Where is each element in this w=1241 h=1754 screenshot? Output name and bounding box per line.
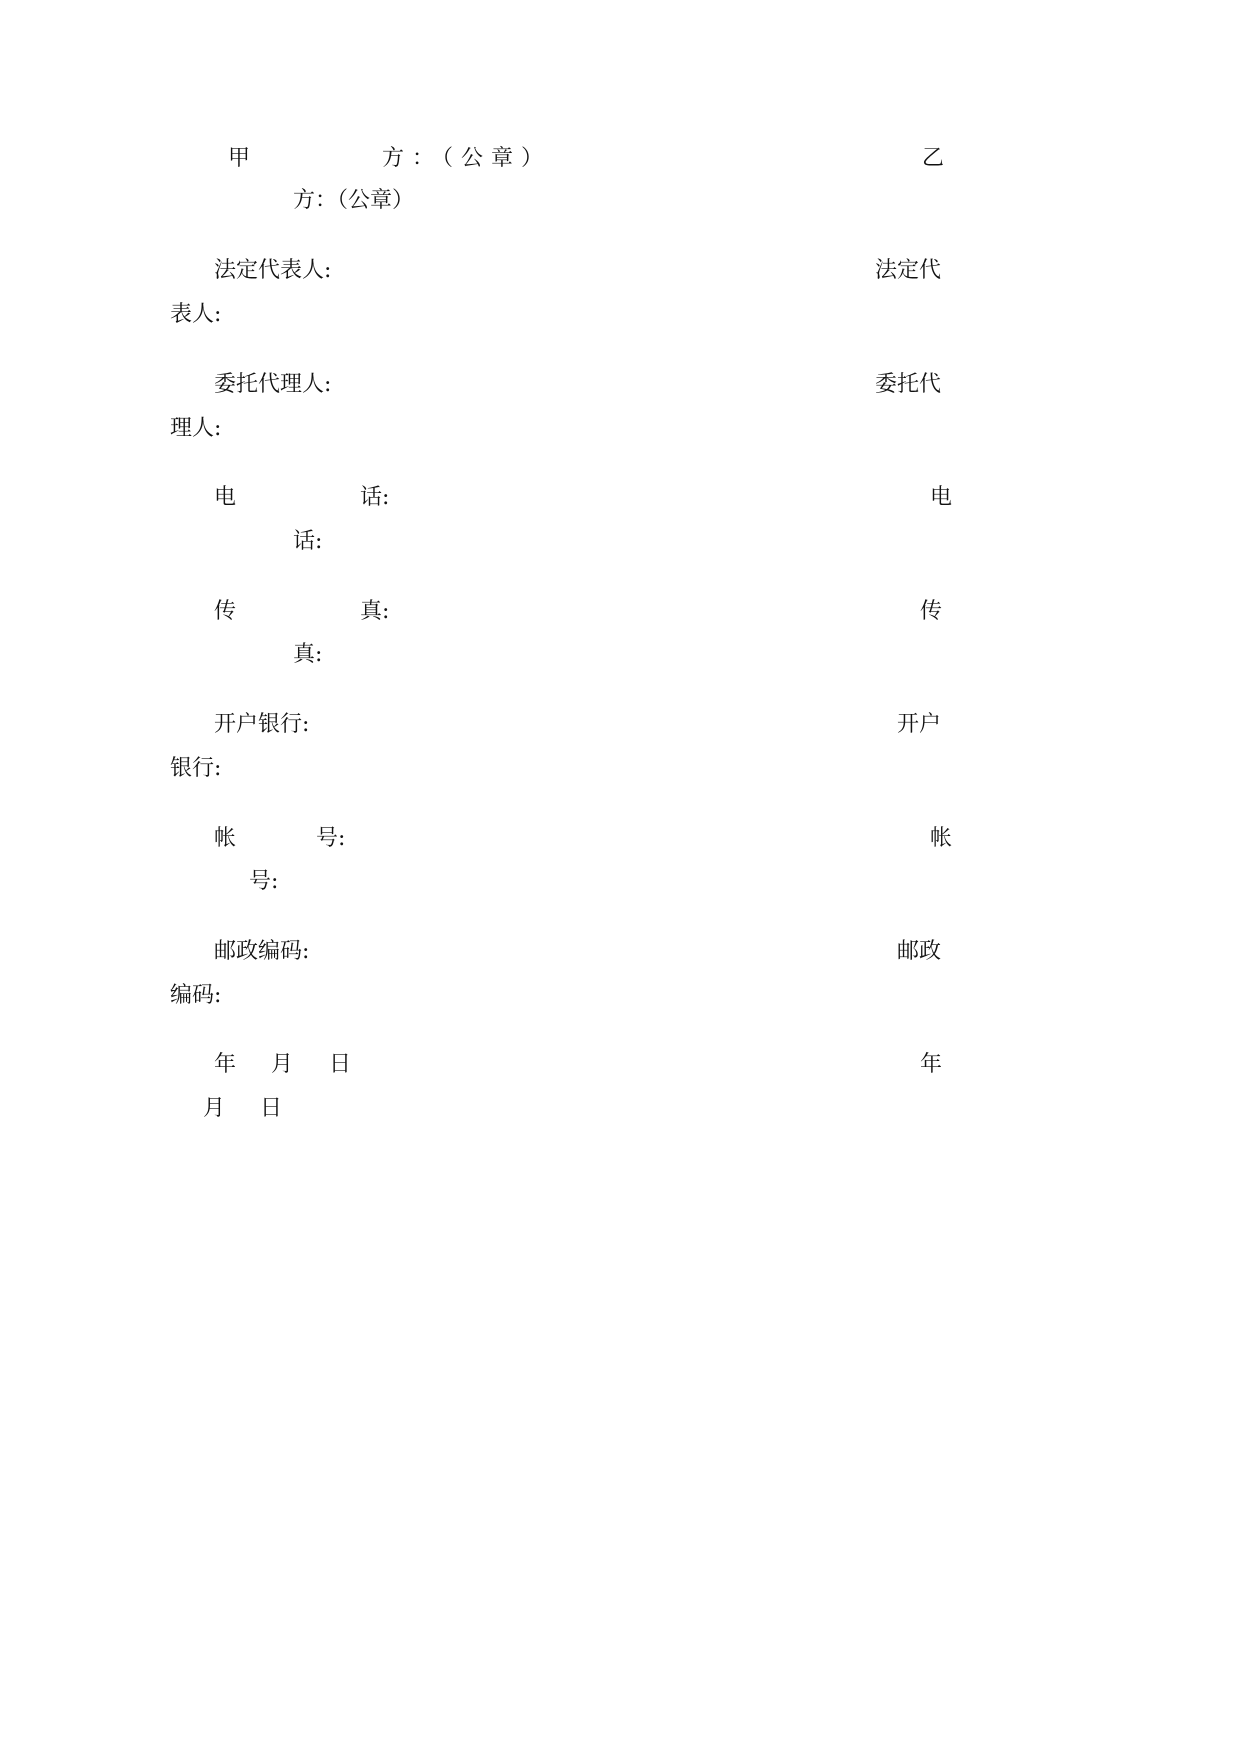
party-a-postcode-label: 邮政编码: xyxy=(214,939,310,964)
party-a-fax-label-rest: 真: xyxy=(360,599,390,624)
party-b-bank-label-line1: 开户 xyxy=(897,712,942,737)
party-b-label-rest: 方：（公章） xyxy=(293,188,415,213)
party-a-date-year: 年 xyxy=(214,1052,237,1077)
party-b-postcode-label-line2: 编码: xyxy=(170,983,222,1008)
party-b-date-day: 日 xyxy=(260,1096,283,1121)
party-a-date-month: 月 xyxy=(271,1052,294,1077)
party-a-label-first: 甲 xyxy=(228,146,251,171)
party-b-agent-label-line1: 委托代 xyxy=(875,372,942,397)
party-b-legal-rep-label-line2: 表人: xyxy=(170,302,222,327)
party-a-account-label-first: 帐 xyxy=(214,826,237,851)
party-b-agent-label-line2: 理人: xyxy=(170,416,222,441)
party-b-fax-label-rest: 真: xyxy=(293,642,323,667)
party-b-bank-label-line2: 银行: xyxy=(170,756,222,781)
party-b-account-label-rest: 号: xyxy=(249,869,279,894)
party-b-phone-label-first: 电 xyxy=(930,485,953,510)
party-a-account-label-rest: 号: xyxy=(316,826,346,851)
party-a-legal-rep-label: 法定代表人: xyxy=(214,258,332,283)
party-a-date-day: 日 xyxy=(329,1052,352,1077)
party-b-account-label-first: 帐 xyxy=(930,826,953,851)
party-b-phone-label-rest: 话: xyxy=(293,529,323,554)
party-b-legal-rep-label-line1: 法定代 xyxy=(875,258,942,283)
party-b-fax-label-first: 传 xyxy=(920,599,943,624)
party-b-date-year: 年 xyxy=(920,1052,943,1077)
party-a-agent-label: 委托代理人: xyxy=(214,372,332,397)
party-b-date-month: 月 xyxy=(203,1096,226,1121)
party-b-label-first: 乙 xyxy=(922,146,945,171)
party-b-postcode-label-line1: 邮政 xyxy=(897,939,942,964)
party-a-phone-label-rest: 话: xyxy=(360,485,390,510)
party-a-bank-label: 开户银行: xyxy=(214,712,310,737)
party-a-label-rest: 方：（公章） xyxy=(382,146,552,171)
party-a-fax-label-first: 传 xyxy=(214,599,237,624)
party-a-phone-label-first: 电 xyxy=(214,485,237,510)
